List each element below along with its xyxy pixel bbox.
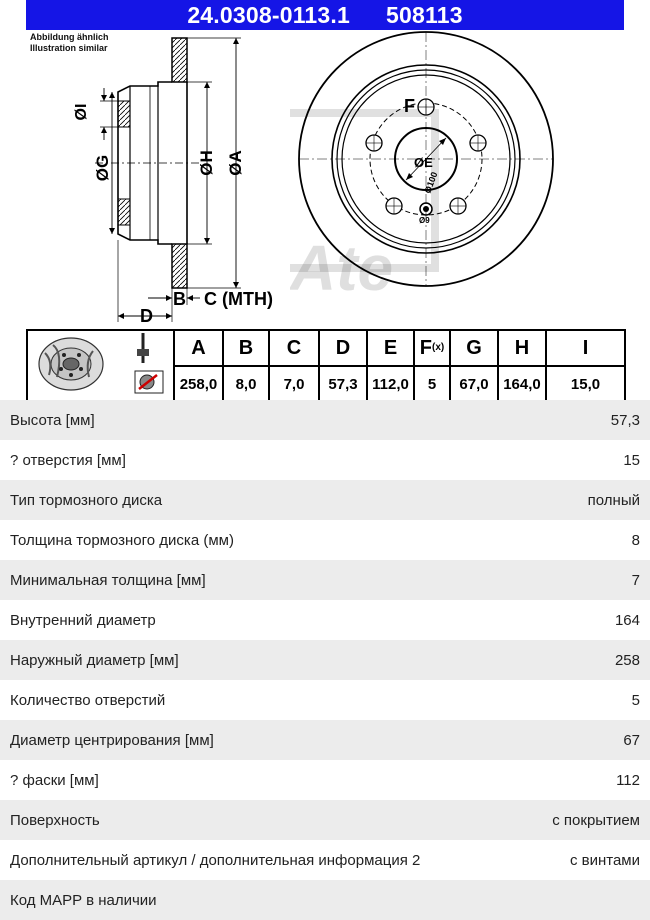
dim-b-label: B [173, 289, 186, 309]
col-header-f: F [419, 336, 432, 359]
property-value: полный [587, 491, 640, 509]
value-c: 7,0 [269, 366, 319, 402]
property-value: 57,3 [610, 411, 640, 429]
property-row [0, 680, 650, 720]
property-value: 5 [631, 691, 640, 709]
property-row [0, 440, 650, 480]
property-label: Высота [мм] [10, 411, 95, 429]
property-label: ? отверстия [мм] [10, 451, 126, 469]
value-i: 15,0 [546, 366, 625, 402]
dim-a-label: ØA [226, 150, 245, 176]
property-label: ? фаски [мм] [10, 771, 99, 789]
property-row [0, 760, 650, 800]
value-e: 112,0 [367, 366, 414, 402]
property-label: Код MAPP в наличии [10, 891, 157, 909]
dim-d-label: D [140, 306, 153, 326]
property-value: 7 [631, 571, 640, 589]
property-label: Внутренний диаметр [10, 611, 156, 629]
technical-drawing [0, 0, 650, 400]
dim-i-label: ØI [73, 103, 90, 121]
col-header-b: B [223, 330, 269, 366]
illustration-note-en: Illustration similar [30, 43, 108, 53]
illustration-note-de: Abbildung ähnlich [30, 32, 109, 42]
property-value: с винтами [569, 851, 640, 869]
value-b: 8,0 [223, 366, 269, 402]
disc-thumbnail-icon [31, 331, 171, 395]
property-value: 164 [614, 611, 640, 629]
property-row [0, 880, 650, 920]
hole-diameter-label: Ø9 [419, 216, 430, 225]
value-g: 67,0 [450, 366, 498, 402]
property-value: 258 [614, 651, 640, 669]
col-header-a: A [174, 330, 223, 366]
property-row [0, 400, 650, 440]
reference-number: 508113 [386, 1, 463, 28]
col-header-e: E [367, 330, 414, 366]
col-header-g: G [450, 330, 498, 366]
col-header-i: I [546, 330, 625, 366]
col-header-d: D [319, 330, 367, 366]
part-number: 24.0308-0113.1 [187, 1, 350, 28]
property-row [0, 480, 650, 520]
dim-f-label: F [404, 96, 415, 116]
dim-c-label: C (MTH) [204, 289, 273, 309]
dim-e-label: ØE [414, 155, 433, 170]
dim-g-label: ØG [93, 154, 112, 182]
property-row [0, 600, 650, 640]
property-label: Дополнительный артикул / дополнительная информация 2 [10, 851, 421, 869]
property-label: Диаметр центрирования [мм] [10, 731, 214, 749]
property-row [0, 800, 650, 840]
property-label: Наружный диаметр [мм] [10, 651, 179, 669]
col-header-h: H [498, 330, 546, 366]
property-label: Тип тормозного диска [10, 491, 163, 509]
property-row [0, 560, 650, 600]
pcd-label: Ø100 [422, 170, 440, 195]
properties-list [0, 400, 650, 920]
property-label: Поверхность [10, 811, 100, 829]
spec-table [26, 329, 626, 403]
property-row [0, 640, 650, 680]
property-value: с покрытием [552, 811, 640, 829]
col-header-f-suffix: (x) [431, 341, 445, 353]
col-header-c: C [269, 330, 319, 366]
dim-h-label: ØH [197, 150, 216, 176]
disc-front-view [290, 28, 570, 302]
col-header-f-cell [414, 330, 450, 366]
property-label: Минимальная толщина [мм] [10, 571, 206, 589]
value-f: 5 [414, 366, 450, 402]
brand-watermark: Ate [290, 232, 394, 302]
disc-side-view [0, 0, 300, 328]
property-value: 112 [616, 771, 640, 789]
property-label: Количество отверстий [10, 691, 166, 709]
value-a: 258,0 [174, 366, 223, 402]
property-value: 8 [631, 531, 640, 549]
value-h: 164,0 [498, 366, 546, 402]
property-value: 15 [623, 451, 640, 469]
property-row [0, 720, 650, 760]
value-d: 57,3 [319, 366, 367, 402]
property-row [0, 840, 650, 880]
property-row [0, 520, 650, 560]
property-label: Толщина тормозного диска (мм) [10, 531, 234, 549]
disc-thumbnail-cell [27, 330, 174, 402]
property-value: 67 [623, 731, 640, 749]
